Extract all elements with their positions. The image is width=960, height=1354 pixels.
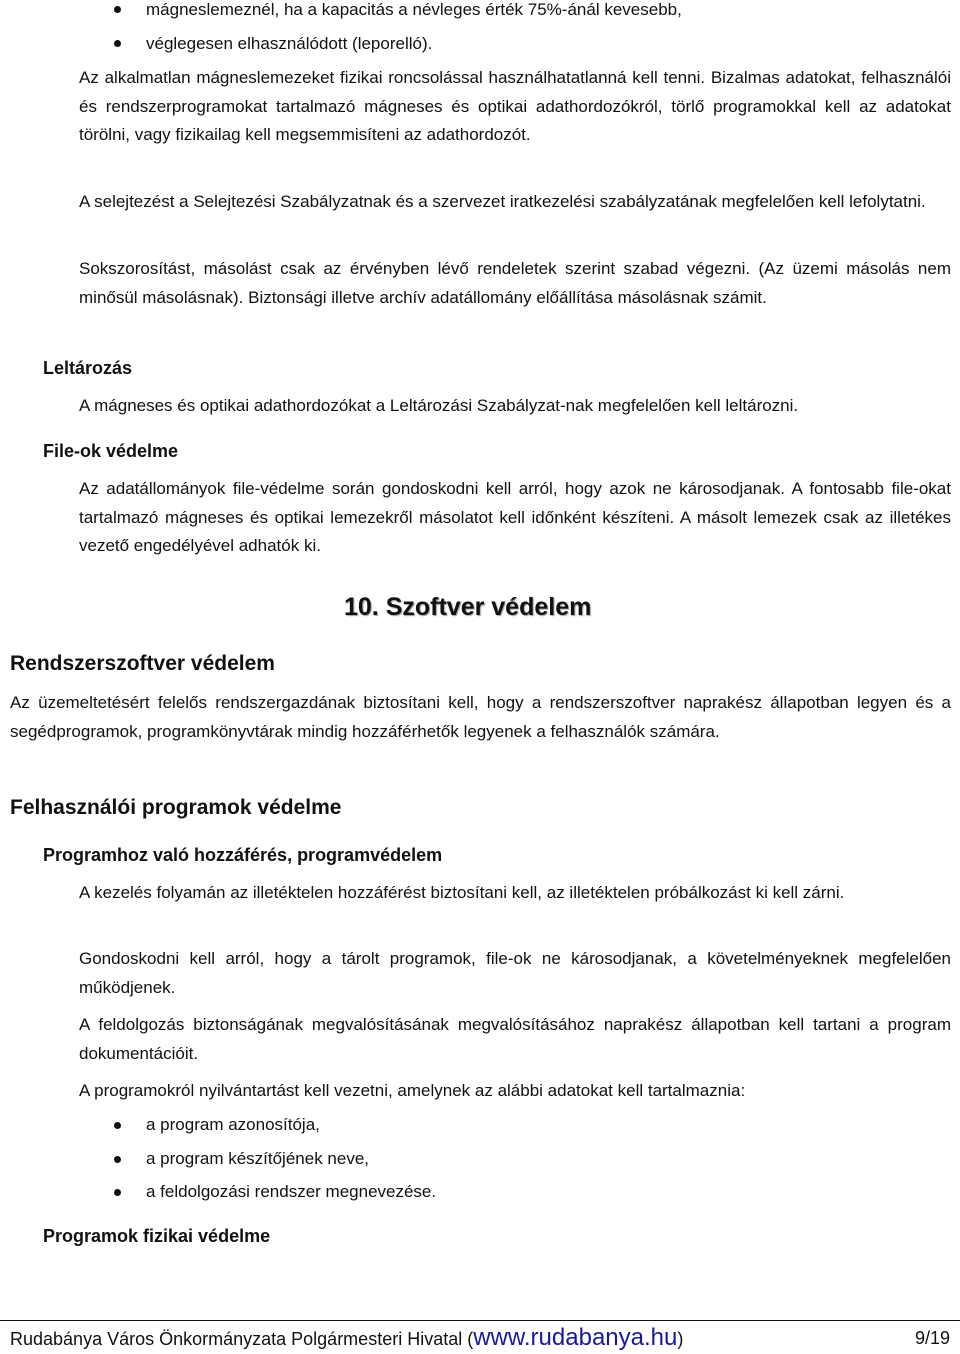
footer-divider — [0, 1320, 960, 1321]
paragraph-file-vedelme: Az adatállományok file-védelme során gondoskodni kell arról, hogy azok ne károsodjanak. A fontosabb file-okat tartalmazó mágneses és optikai lemezekről másolatot kell időnként készíteni. A másolt lemezek csak az illetékes vezető engedélyével adhatók ki. — [79, 479, 951, 555]
list-item: a program készítőjének neve, — [146, 1149, 370, 1168]
paragraph-selejtezes: A selejtezést a Selejtezési Szabályzatnak és a szervezet iratkezelési szabályzatának megfelelően kell lefolytatni. — [79, 192, 926, 211]
list-item: mágneslemeznél, ha a kapacitás a névleges érték 75%-ánál kevesebb, — [146, 0, 682, 19]
heading-file-vedelme: File-ok védelme — [43, 441, 179, 461]
list-item: véglegesen elhasználódott (leporelló). — [146, 34, 433, 53]
list-item: a feldolgozási rendszer megnevezése. — [146, 1182, 437, 1201]
heading-felhasznaloi: Felhasználói programok védelme — [10, 796, 342, 819]
heading-leltarozas: Leltározás — [43, 358, 133, 378]
paragraph-nyilvantartas: A programokról nyilvántartást kell vezetni, amelynek az alábbi adatokat kell tartalmaznia: — [79, 1081, 746, 1100]
bullet-icon — [114, 40, 121, 47]
paragraph-gondoskodni: Gondoskodni kell arról, hogy a tárolt programok, file-ok ne károsodjanak, a követelményeknek megfelelően működjenek. — [79, 949, 951, 997]
footer-text — [10, 1326, 683, 1351]
bullet-icon — [114, 1122, 121, 1129]
list-item: a program azonosítója, — [146, 1115, 320, 1134]
paragraph-sokszorositas: Sokszorosítást, másolást csak az érvényben lévő rendeletek szerint szabad végezni. (Az üzemi másolás nem minősül másolásnak). Biztonsági illetve archív adatállomány előállítása másolásnak számit. — [79, 259, 951, 307]
bullet-icon — [114, 6, 121, 13]
bullet-icon — [114, 1156, 121, 1163]
subheading-programhoz: Programhoz való hozzáférés, programvédelem — [43, 845, 443, 865]
paragraph-roncsolas: Az alkalmatlan mágneslemezeket fizikai roncsolással használhatatlanná kell tenni. Bizalmas adatokat, felhasználói és rendszerprogramokat tartalmazó mágneses és optikai adathordozókról, törlő programokkal kell az adatokat törölni, vagy fizikailag kell megsemmisíteni az adathordozót. — [79, 68, 951, 144]
footer-link[interactable]: www.rudabanya.hu — [473, 1324, 678, 1351]
paragraph-leltarozas: A mágneses és optikai adathordozókat a Leltározási Szabályzat-nak megfelelően kell leltározni. — [79, 396, 799, 415]
heading-rendszerszoftver: Rendszerszoftver védelem — [10, 652, 275, 675]
footer-close: ) — [677, 1329, 684, 1349]
bullet-icon — [114, 1189, 121, 1196]
paragraph-kezeles: A kezelés folyamán az illetéktelen hozzáférést biztosítani kell, az illetéktelen próbálkozást ki kell zárni. — [79, 883, 845, 902]
heading-fizikai-vedelme: Programok fizikai védelme — [43, 1226, 271, 1246]
paragraph-rendszerszoftver: Az üzemeltetésért felelős rendszergazdának biztosítani kell, hogy a rendszerszoftver naprakész állapotban legyen és a segédprogramok, programkönyvtárak mindig hozzáférhetők legyenek a felhasználók számára. — [10, 693, 951, 741]
footer-org: Rudabánya Város Önkormányzata Polgármesteri Hivatal ( — [10, 1329, 474, 1349]
paragraph-feldolgozas: A feldolgozás biztonságának megvalósításának megvalósításához naprakész állapotban kell tartani a program dokumentációit. — [79, 1015, 951, 1063]
chapter-title: 10. Szoftver védelem — [344, 593, 592, 621]
page-number: 9/19 — [914, 1328, 950, 1348]
